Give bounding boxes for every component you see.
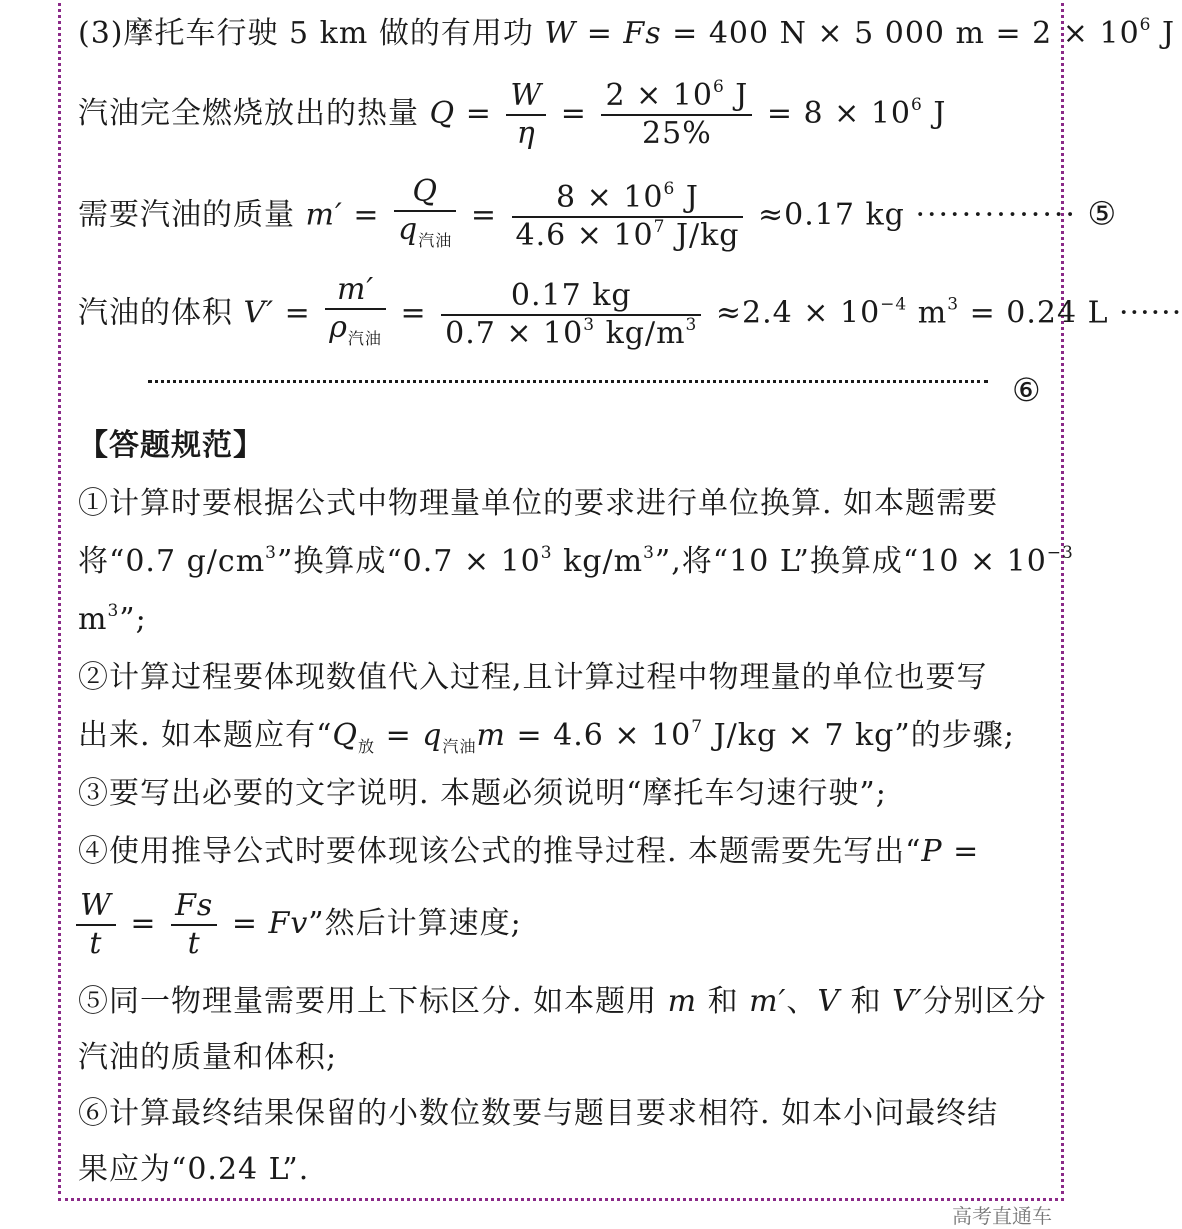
numerator: W (76, 888, 116, 926)
var-m-prime: m′ (749, 984, 787, 1019)
numerator: m′ (325, 272, 386, 310)
denominator (512, 218, 744, 254)
var-rho: ρ (329, 310, 348, 345)
line-text: (3)摩托车行驶 5 km 做的有用功 (78, 16, 545, 51)
exponent: −4 (880, 294, 908, 315)
text: 分别区分 (922, 984, 1047, 1019)
norm-4-line-b (72, 882, 522, 966)
numerator: Fs (171, 888, 217, 926)
numerator: 0.17 kg (441, 278, 701, 316)
var-fs: Fs (623, 16, 662, 51)
result-tail: = 0.24 L ······ (959, 295, 1182, 331)
subscript: 汽油 (418, 231, 453, 250)
exponent: 3 (265, 543, 277, 563)
denominator (441, 316, 701, 352)
unit: J (724, 78, 749, 113)
var-v-prime: V′ (243, 295, 275, 331)
equals: = (455, 96, 503, 131)
line-text: 汽油的体积 (78, 295, 244, 331)
unit: kg/m (595, 315, 686, 351)
num-text: 2 × 10 (605, 78, 713, 113)
den-text: 0.7 × 10 (445, 315, 584, 351)
text: ⑤同一物理量需要用上下标区分. 如本题用 (78, 984, 668, 1019)
text: m (78, 602, 108, 637)
var-m: m (667, 984, 698, 1019)
var-q: Q (429, 96, 456, 131)
leader-dots: ·············· (915, 197, 1077, 233)
numerator: W (506, 78, 546, 116)
line-text: 需要汽油的质量 (78, 197, 306, 233)
denominator: η (516, 116, 536, 151)
text: 和 (840, 984, 893, 1019)
solution-line-mass (78, 174, 1117, 259)
text: 出来. 如本题应有“ (78, 718, 333, 753)
solution-line-heat (78, 76, 946, 152)
norm-6-line-a: ⑥计算最终结果保留的小数位数要与题目要求相符. 如本小问最终结 (78, 1096, 999, 1131)
text: ”换算成“0.7 × 10 (276, 544, 541, 579)
equals: = (560, 96, 598, 131)
fraction-value (512, 180, 744, 254)
denominator (394, 212, 456, 259)
norm-5-line-a (78, 982, 1047, 1022)
line-text: 汽油完全燃烧放出的热量 (78, 96, 430, 131)
exponent: 6 (911, 95, 923, 115)
fraction-value (441, 278, 701, 352)
unit: J (675, 179, 699, 215)
fraction-w-over-eta (506, 78, 546, 152)
equals: = (400, 295, 438, 331)
denominator: t (89, 926, 103, 961)
text: ④使用推导公式时要体现该公式的推导过程. 本题需要先写出“ (78, 834, 922, 869)
fraction-value (601, 78, 752, 152)
equals: = (274, 295, 322, 331)
result: ≈0.17 kg (758, 197, 905, 233)
fraction-w-over-t (76, 888, 116, 962)
text: 将“0.7 g/cm (78, 544, 266, 579)
equals: = (342, 197, 391, 233)
step-marker-5: ⑤ (1087, 194, 1118, 233)
equals: = (942, 834, 980, 869)
norm-4-line-a (78, 832, 979, 872)
denominator (325, 310, 386, 357)
exponent: 3 (947, 294, 960, 315)
step-marker-6: ⑥ (1012, 371, 1042, 409)
norm-2-line-b (78, 716, 1015, 767)
equals: = (576, 16, 624, 51)
denominator: t (187, 926, 201, 961)
exponent: 3 (685, 314, 698, 335)
calc-text: = 400 N × 5 000 m = 2 × 10 (661, 16, 1140, 51)
result: = 8 × 10 (766, 96, 912, 131)
exponent: 6 (663, 178, 676, 199)
subscript: 汽油 (442, 737, 477, 756)
equals: = (375, 718, 423, 753)
norm-1-line-a: ①计算时要根据公式中物理量单位的要求进行单位换算. 如本题需要 (78, 486, 999, 521)
norm-1-line-b (78, 542, 1074, 582)
exponent: 3 (107, 601, 120, 621)
leader-dots-line (148, 376, 988, 383)
unit: J (922, 96, 947, 131)
result: ≈2.4 × 10 (715, 295, 881, 331)
solution-line-volume (78, 272, 1182, 357)
exponent: 7 (691, 717, 704, 737)
norm-5-line-b: 汽油的质量和体积; (78, 1040, 338, 1075)
exponent: 3 (540, 543, 553, 563)
var-v: V (817, 984, 841, 1019)
equals: = (119, 906, 168, 941)
var-m-prime: m′ (305, 197, 343, 233)
num-text: 8 × 10 (556, 179, 664, 215)
text: = 4.6 × 10 (505, 718, 692, 753)
var-p: P (921, 834, 943, 869)
var-w: W (544, 16, 577, 51)
var-q-lower: q (398, 212, 419, 247)
text: kg/m (552, 544, 644, 579)
denominator: 25% (642, 116, 712, 151)
fraction-fs-over-t (171, 888, 217, 962)
unit: J/kg (665, 217, 740, 253)
norm-1-line-c (78, 600, 147, 640)
numerator: Q (394, 174, 456, 212)
subscript: 放 (358, 737, 376, 756)
exponent: −3 (1046, 543, 1074, 563)
text: ”; (119, 602, 147, 637)
var-v-prime: V′ (892, 984, 923, 1019)
numerator (512, 180, 744, 218)
solution-line-work (78, 14, 1175, 54)
norm-3: ③要写出必要的文字说明. 本题必须说明“摩托车匀速行驶”; (78, 776, 887, 811)
unit: J (1151, 16, 1176, 51)
exponent: 6 (712, 77, 725, 97)
var-m: m (476, 718, 506, 753)
exponent: 3 (643, 543, 655, 563)
subscript: 汽油 (347, 329, 382, 348)
text: J/kg × 7 kg”的步骤; (703, 718, 1015, 753)
numerator (601, 78, 752, 116)
fraction-m-over-rho (325, 272, 386, 357)
text: ”,将“10 L”换算成“10 × 10 (654, 544, 1047, 579)
var-q: Q (332, 718, 359, 753)
equals: = (470, 197, 508, 233)
var-q-lower: q (422, 718, 443, 753)
section-heading: 【答题规范】 (78, 428, 264, 463)
equals: = (221, 906, 269, 941)
unit: m (907, 295, 948, 331)
norm-2-line-a: ②计算过程要体现数值代入过程,且计算过程中物理量的单位也要写 (78, 660, 988, 695)
watermark-text: 高考直通车 (952, 1204, 1052, 1228)
text: 、 (786, 984, 818, 1019)
text: ”然后计算速度; (308, 906, 522, 941)
norm-6-line-b: 果应为“0.24 L”. (78, 1152, 310, 1187)
var-fv: Fv (268, 906, 309, 941)
exponent: 3 (583, 314, 596, 335)
text: 和 (697, 984, 750, 1019)
exponent: 6 (1139, 15, 1152, 35)
den-text: 4.6 × 10 (515, 217, 654, 253)
exponent: 7 (653, 216, 666, 237)
fraction-q-over-q (394, 174, 456, 259)
